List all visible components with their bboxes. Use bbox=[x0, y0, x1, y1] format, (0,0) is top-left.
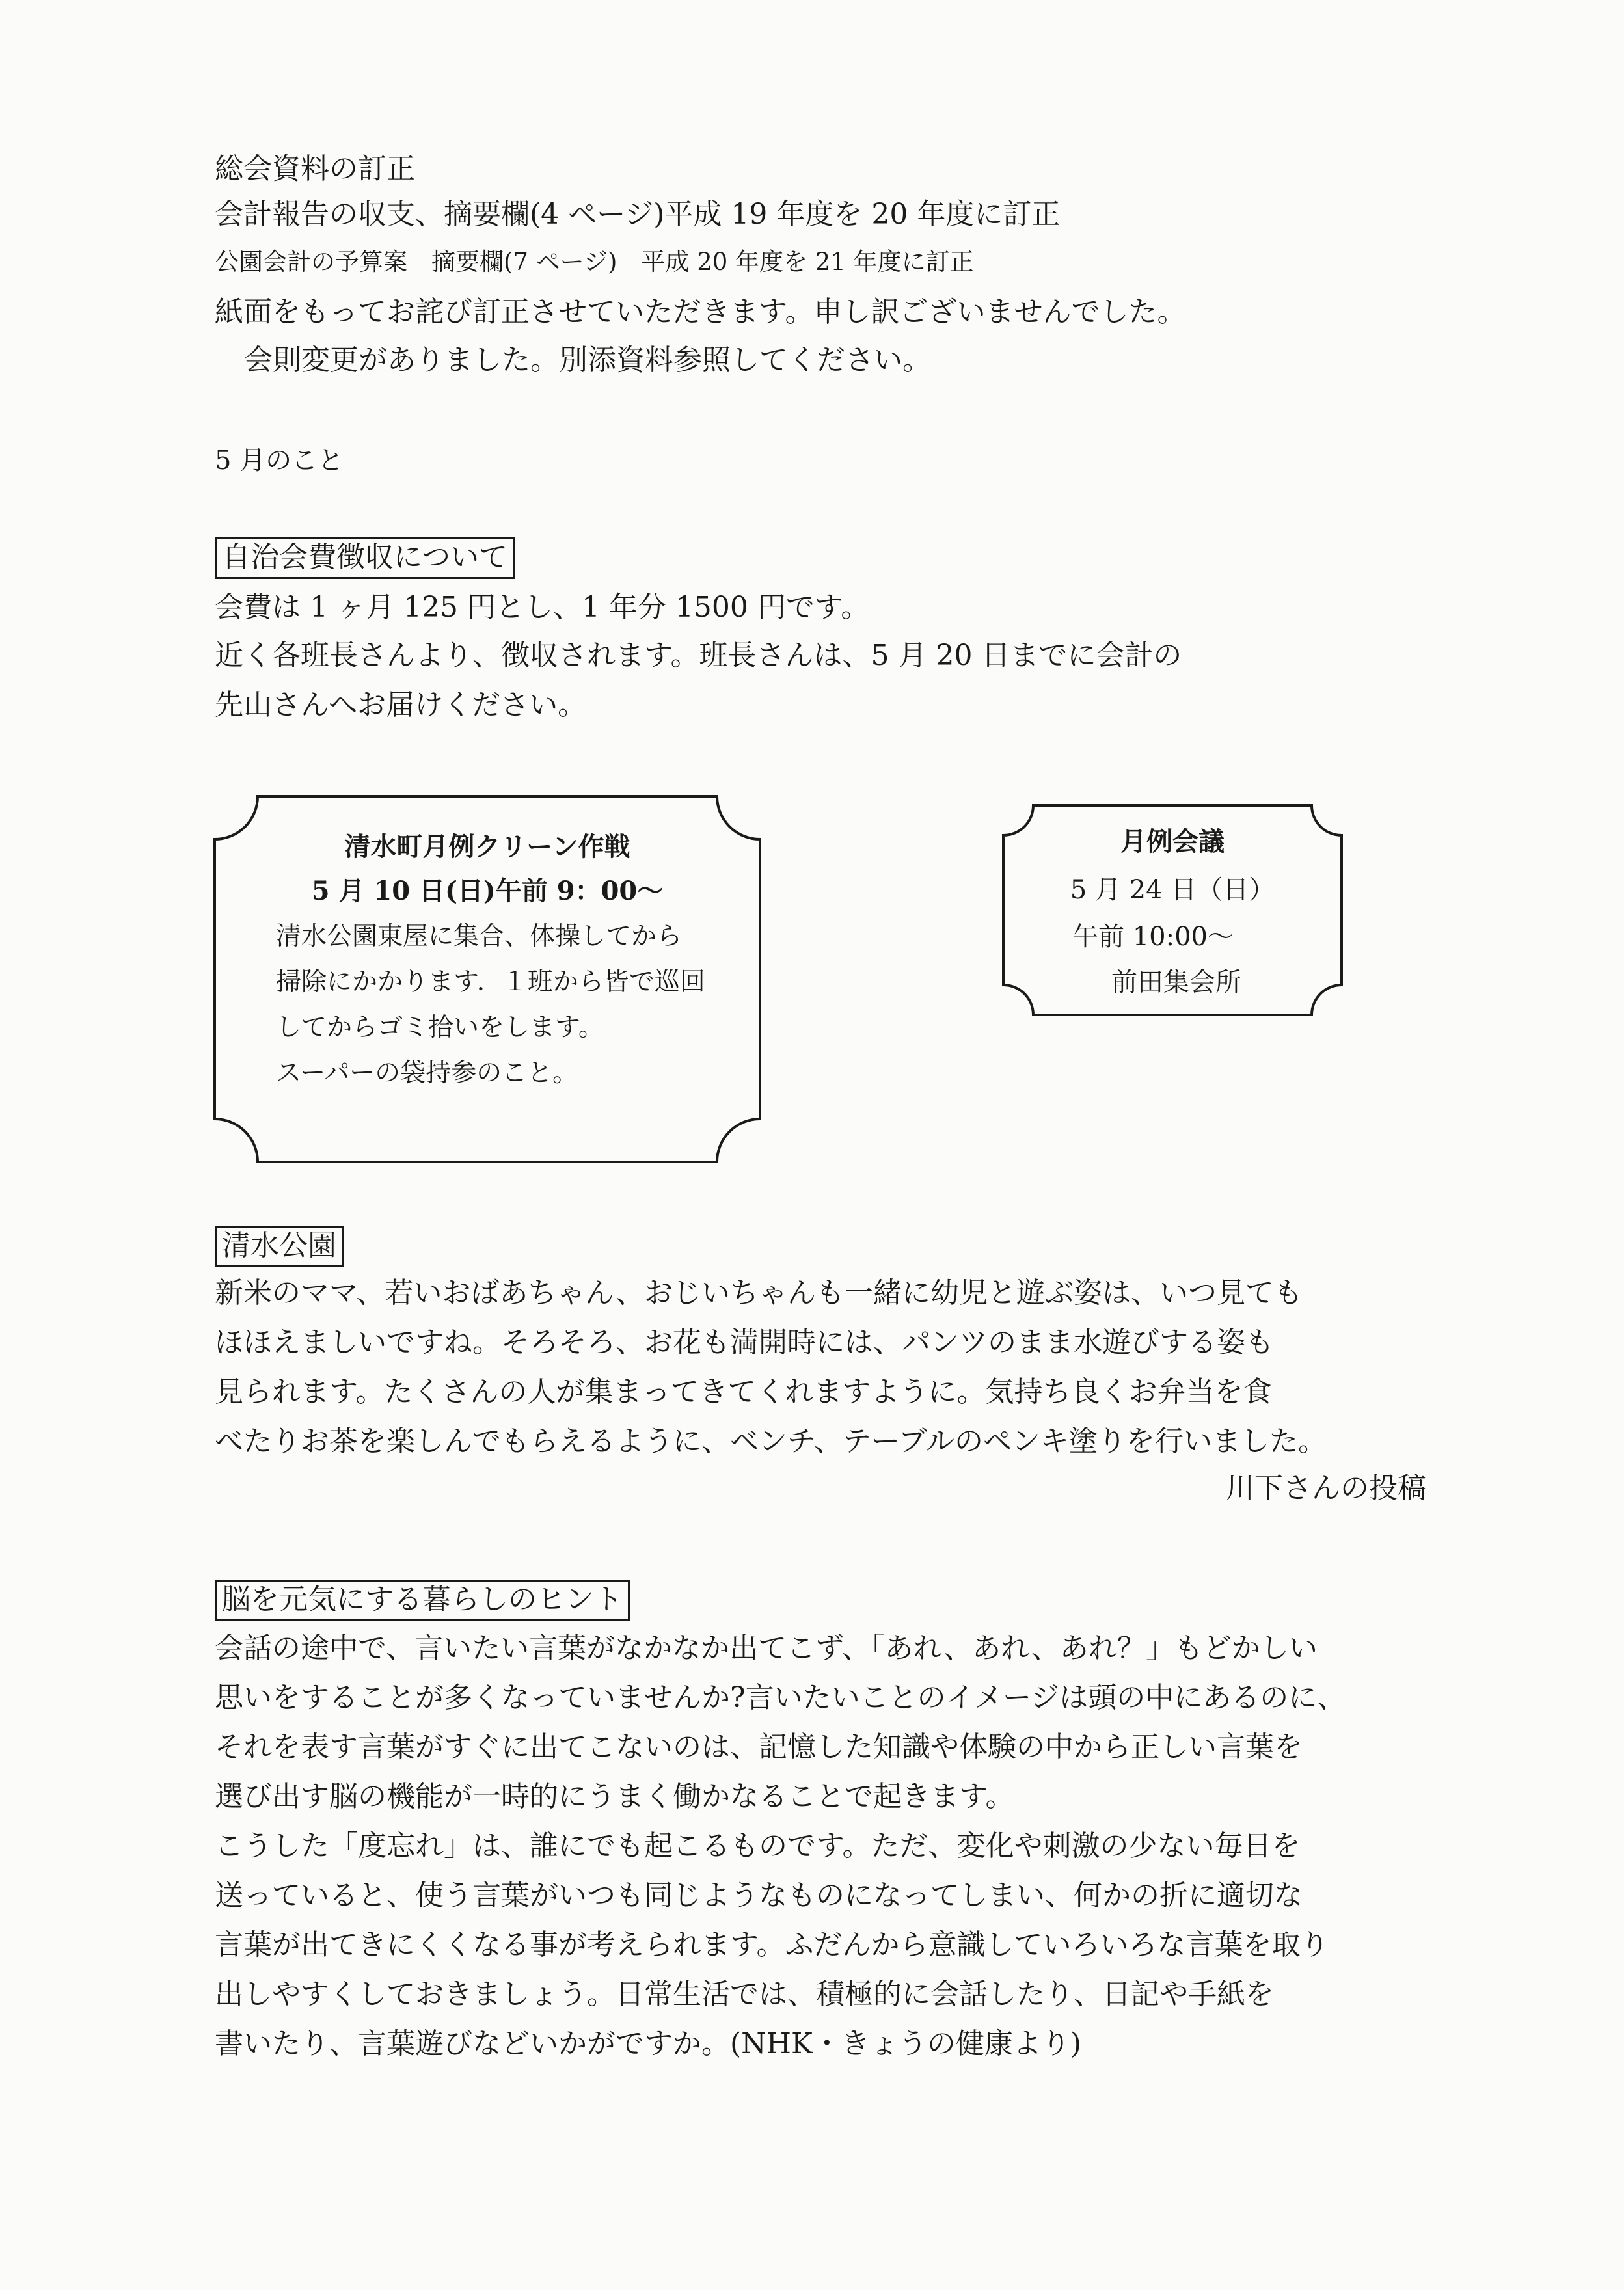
cleanup-line-3: してからゴミ拾いをします。 bbox=[276, 1013, 604, 1042]
cleanup-notice-box bbox=[212, 794, 763, 1165]
cleanup-line-4: スーパーの袋持参のこと。 bbox=[276, 1058, 578, 1088]
park-line-2: ほほえましいですね。そろそろ、お花も満開時には、パンツのまま水遊びする姿も bbox=[215, 1326, 1274, 1359]
brain-line-3: それを表す言葉がすぐに出てこないのは、記憶した知識や体験の中から正しい言葉を bbox=[215, 1731, 1303, 1764]
dues-line-3: 先山さんへお届けください。 bbox=[215, 688, 587, 721]
meeting-time: 午前 10:00～ bbox=[1072, 922, 1234, 952]
cleanup-date: 5 月 10 日(日)午前 9：00～ bbox=[311, 876, 664, 906]
brain-line-1: 会話の途中で、言いたい言葉がなかなか出てこず、「あれ、あれ、あれ？」もどかしい bbox=[215, 1632, 1318, 1665]
cleanup-line-2: 掃除にかかります．１班から皆で巡回 bbox=[276, 967, 705, 997]
meeting-place: 前田集会所 bbox=[1111, 967, 1241, 997]
corrections-heading: 総会資料の訂正 bbox=[215, 152, 415, 185]
brain-line-6: 送っていると、使う言葉がいつも同じようなものになってしまい、何かの折に適切な bbox=[215, 1879, 1303, 1912]
dues-heading: 自治会費徴収について bbox=[215, 537, 515, 579]
park-heading: 清水公園 bbox=[215, 1226, 344, 1267]
dues-line-1: 会費は 1 ヶ月 125 円とし、1 年分 1500 円です。 bbox=[215, 591, 870, 624]
park-line-4: べたりお茶を楽しんでもらえるように、ベンチ、テーブルのペンキ塗りを行いました。 bbox=[215, 1425, 1327, 1458]
brain-heading: 脳を元気にする暮らしのヒント bbox=[215, 1580, 630, 1621]
meeting-notice-box bbox=[1001, 803, 1344, 1017]
corrections-line-1: 会計報告の収支、摘要欄(4 ページ)平成 19 年度を 20 年度に訂正 bbox=[215, 198, 1061, 231]
brain-line-4: 選び出す脳の機能が一時的にうまく働かなることで起きます。 bbox=[215, 1780, 1014, 1813]
dues-line-2: 近く各班長さんより、徴収されます。班長さんは、5 月 20 日までに会計の bbox=[215, 639, 1182, 672]
brain-line-9: 書いたり、言葉遊びなどいかがですか。(NHK・きょうの健康より) bbox=[215, 2027, 1082, 2060]
brain-line-8: 出しやすくしておきましょう。日常生活では、積極的に会話したり、日記や手紙を bbox=[215, 1978, 1274, 2011]
meeting-title: 月例会議 bbox=[1120, 826, 1225, 857]
meeting-date: 5 月 24 日（日） bbox=[1070, 875, 1275, 905]
may-heading: 5 月のこと bbox=[215, 446, 344, 476]
cleanup-line-1: 清水公園東屋に集合、体操してから bbox=[276, 922, 683, 951]
cleanup-title: 清水町月例クリーン作戦 bbox=[344, 831, 630, 862]
brain-line-2: 思いをすることが多くなっていませんか?言いたいことのイメージは頭の中にあるのに、 bbox=[215, 1681, 1346, 1714]
park-credit: 川下さんの投稿 bbox=[1226, 1472, 1426, 1505]
park-line-1: 新米のママ、若いおばあちゃん、おじいちゃんも一緒に幼児と遊ぶ姿は、いつ見ても bbox=[215, 1276, 1303, 1310]
corrections-line-2: 公園会計の予算案 摘要欄(7 ページ) 平成 20 年度を 21 年度に訂正 bbox=[215, 248, 974, 276]
brain-line-7: 言葉が出てきにくくなる事が考えられます。ふだんから意識していろいろな言葉を取り bbox=[215, 1928, 1329, 1961]
corrections-line-4: 会則変更がありました。別添資料参照してください。 bbox=[244, 344, 931, 377]
corrections-line-3: 紙面をもってお詫び訂正させていただきます。申し訳ございませんでした。 bbox=[215, 295, 1186, 329]
brain-line-5: こうした「度忘れ」は、誰にでも起こるものです。ただ、変化や刺激の少ない毎日を bbox=[215, 1829, 1301, 1863]
park-line-3: 見られます。たくさんの人が集まってきてくれますように。気持ち良くお弁当を食 bbox=[215, 1375, 1272, 1408]
